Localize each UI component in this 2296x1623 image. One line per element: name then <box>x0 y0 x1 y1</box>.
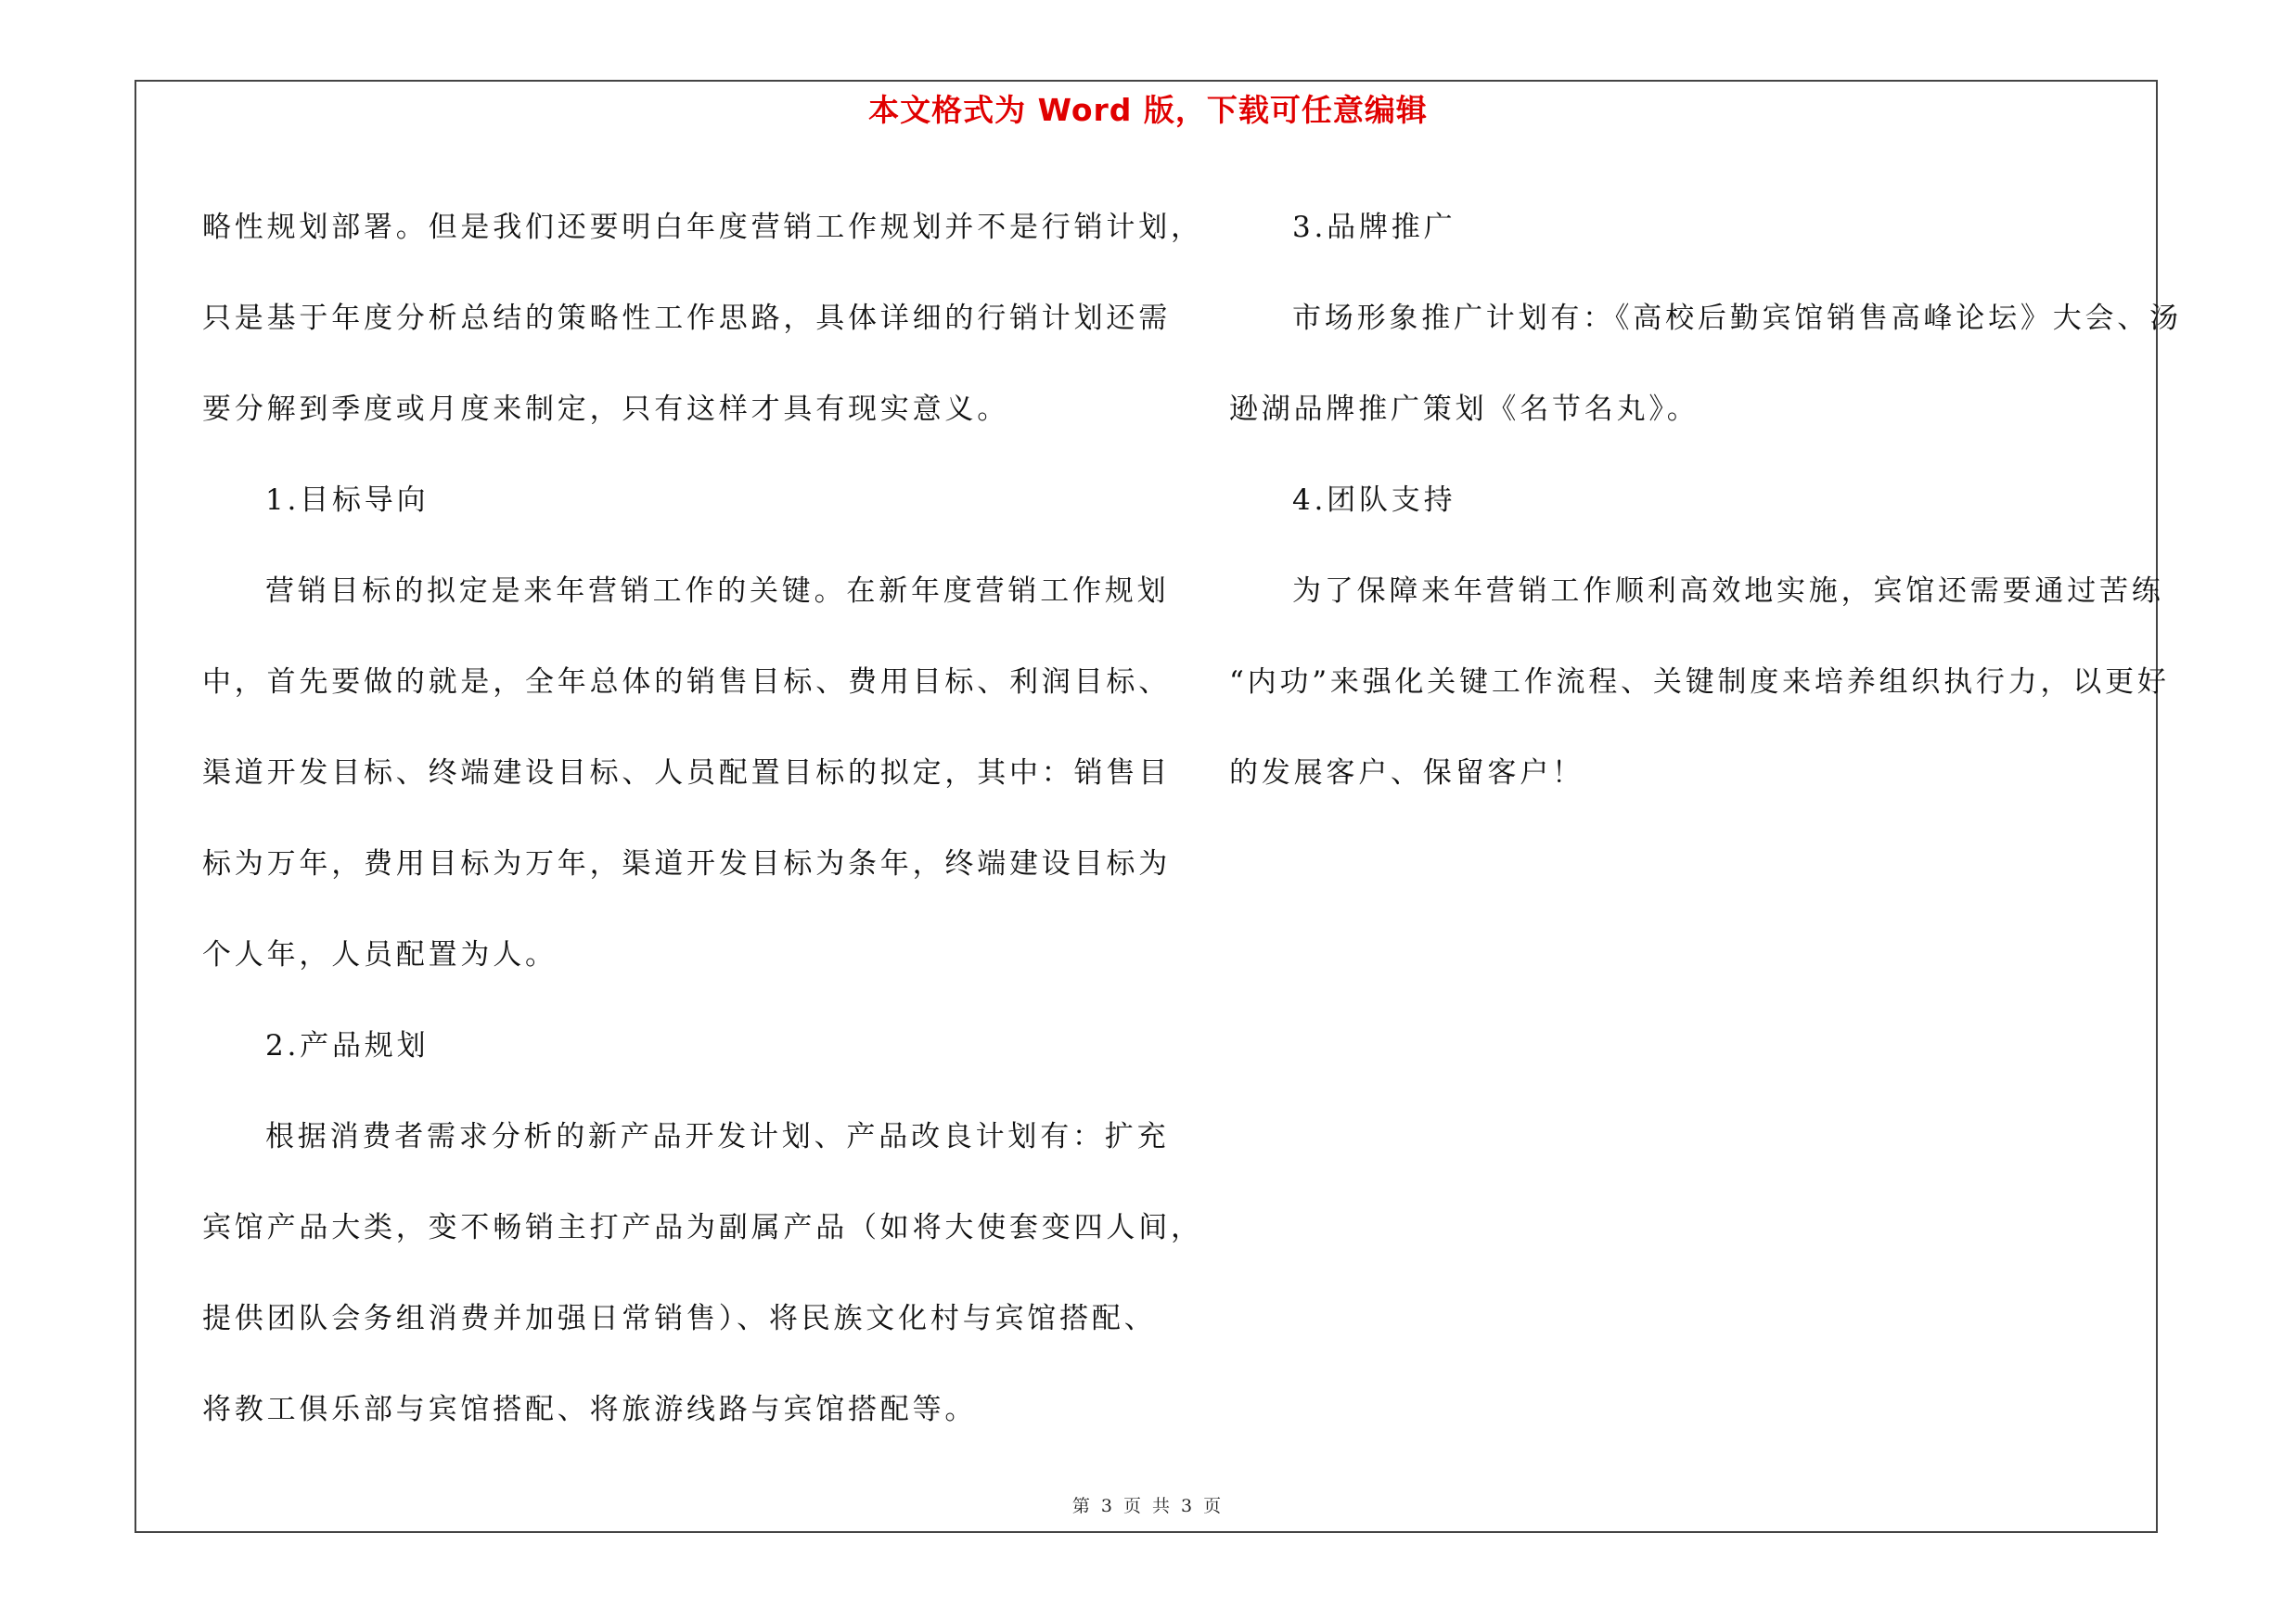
body-line: 只是基于年度分析总结的策略性工作思路，具体详细的行销计划还需 <box>202 302 1171 335</box>
body-line: 宾馆产品大类，变不畅销主打产品为副属产品（如将大使套变四人间， <box>202 1211 1203 1244</box>
body-line: 的发展客户、保留客户！ <box>1229 756 1584 790</box>
body-line: 提供团队会务组消费并加强日常销售）、将民族文化村与宾馆搭配、 <box>202 1302 1157 1335</box>
left-column <box>202 182 1203 1455</box>
section-heading-team: 4.团队支持 <box>1292 483 1456 517</box>
body-line: 个人年，人员配置为人。 <box>202 938 558 972</box>
body-line: 将教工俱乐部与宾馆搭配、将旅游线路与宾馆搭配等。 <box>202 1393 978 1426</box>
body-line: 标为万年，费用目标为万年，渠道开发目标为条年，终端建设目标为 <box>202 847 1171 881</box>
body-line: 为了保障来年营销工作顺利高效地实施，宾馆还需要通过苦练 <box>1292 574 2164 608</box>
body-line: 营销目标的拟定是来年营销工作的关键。在新年度营销工作规划 <box>265 574 1170 608</box>
format-banner: 本文格式为 Word 版，下载可任意编辑 <box>868 92 1428 128</box>
right-column <box>1229 182 2182 818</box>
body-line: 市场形象推广计划有：《高校后勤宾馆销售高峰论坛》大会、汤 <box>1292 302 2182 335</box>
body-line: 要分解到季度或月度来制定，只有这样才具有现实意义。 <box>202 393 1009 426</box>
body-line: 中，首先要做的就是，全年总体的销售目标、费用目标、利润目标、 <box>202 665 1171 699</box>
body-line: 逊湖品牌推广策划《名节名丸》。 <box>1229 393 1700 426</box>
body-line: 略性规划部署。但是我们还要明白年度营销工作规划并不是行销计划， <box>202 211 1203 244</box>
section-heading-product: 2.产品规划 <box>265 1029 430 1063</box>
body-line: 根据消费者需求分析的新产品开发计划、产品改良计划有：扩充 <box>265 1120 1170 1153</box>
section-heading-brand: 3.品牌推广 <box>1292 211 1456 244</box>
section-heading-target: 1.目标导向 <box>265 483 430 517</box>
page-number: 第 3 页 共 3 页 <box>1071 1496 1225 1516</box>
body-line: “内功”来强化关键工作流程、关键制度来培养组织执行力，以更好 <box>1229 665 2170 699</box>
body-line: 渠道开发目标、终端建设目标、人员配置目标的拟定，其中：销售目 <box>202 756 1171 790</box>
